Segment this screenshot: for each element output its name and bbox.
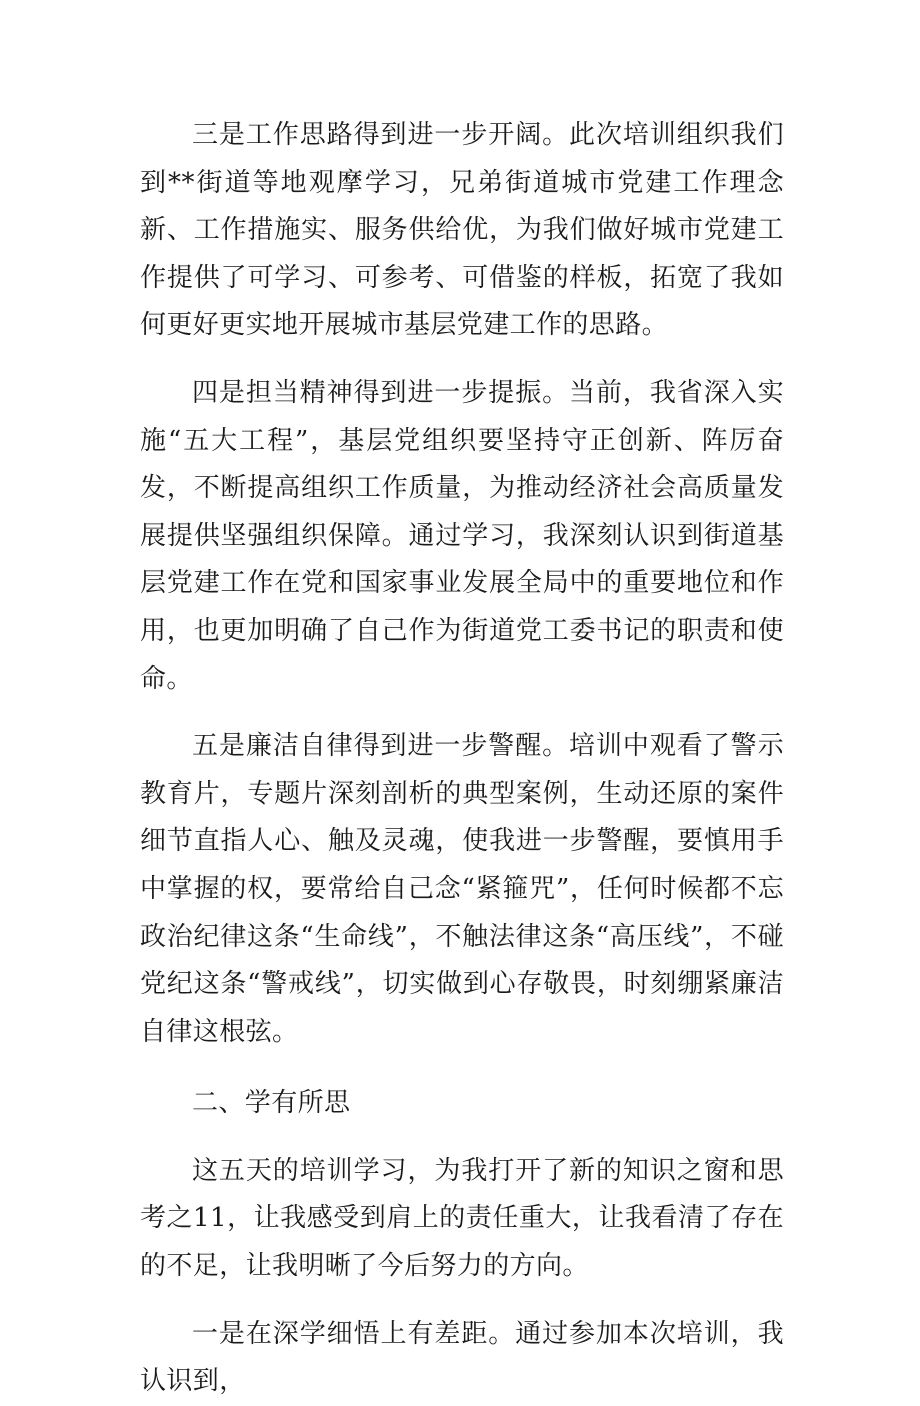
paragraph-responsibility-spirit: 四是担当精神得到进一步提振。当前，我省深入实施“五大工程”，基层党组织要坚持守正创新、阵厉奋发，不断提高组织工作质量，为推动经济社会高质量发展提供坚强组织保障。通过学习，我深刻认识到街道基层党建工作在党和国家事业发展全局中的重要地位和作用，也更加明确了自己作为街道党工委书记的职责和使命。 [140, 377, 784, 694]
paragraph-integrity-discipline: 五是廉洁自律得到进一步警醒。培训中观看了警示教育片，专题片深刻剖析的典型案例，生动还原的案件细节直指人心、触及灵魂，使我进一步警醒，要慎用手中掌握的权，要常给自己念“紧箍咒”，任何时候都不忘政治纪律这条“生命线”，不触法律这条“高压线”，不碰党纪这条“警戒线”，切实做到心存敬畏，时刻绷紧廉洁自律这根弦。 [140, 731, 784, 1047]
paragraph-spacer [140, 1128, 784, 1148]
paragraph-spacer [140, 703, 784, 723]
paragraph-work-ideas: 三是工作思路得到进一步开阔。此次培训组织我们到**街道等地观摩学习，兄弟街道城市党建工作理念新、工作措施实、服务供给优，为我们做好城市党建工作提供了可学习、可参考、可借鉴的样板，拓宽了我如何更好更实地开展城市基层党建工作的思路。 [140, 120, 784, 341]
paragraph-study-gap: 一是在深学细悟上有差距。通过参加本次培训，我认识到， [140, 1318, 784, 1397]
paragraph-spacer [140, 1056, 784, 1080]
section-heading: 二、学有所思 [192, 1088, 351, 1119]
document-body [140, 112, 784, 1406]
paragraph-training-reflection: 这五天的培训学习，为我打开了新的知识之窗和思考之11，让我感受到肩上的责任重大，让我看清了存在的不足，让我明晰了今后努力的方向。 [140, 1155, 784, 1282]
paragraph-spacer [140, 350, 784, 370]
